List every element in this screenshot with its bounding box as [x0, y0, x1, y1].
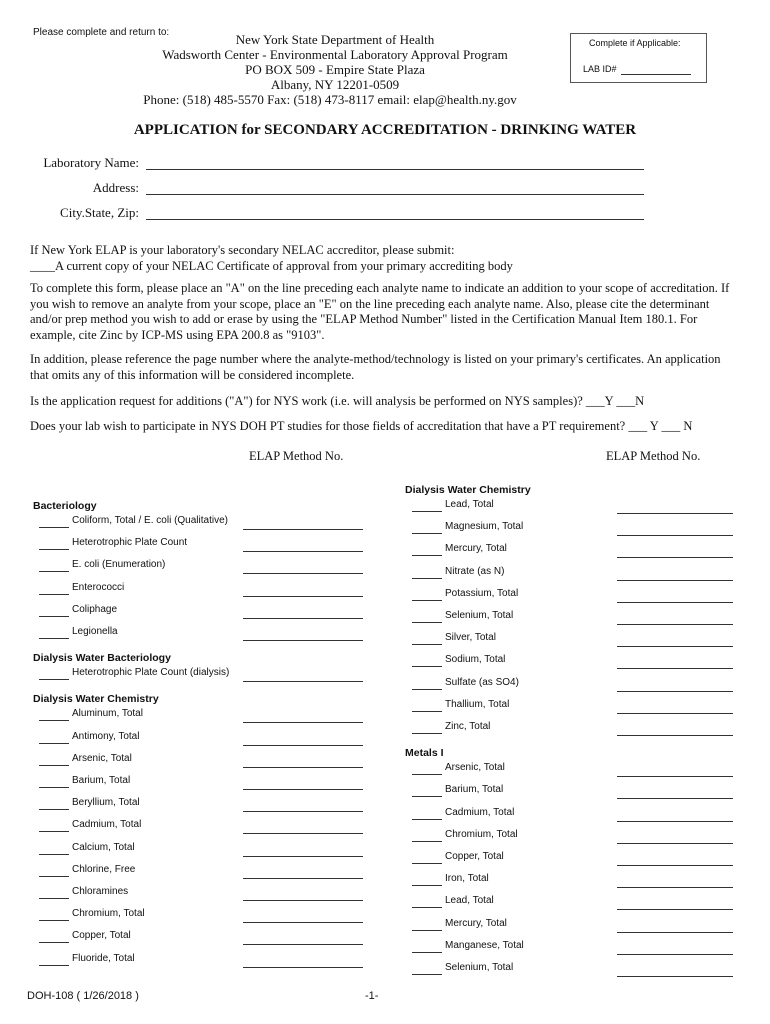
- analyte-name: Chromium, Total: [72, 908, 145, 920]
- add-erase-blank[interactable]: [39, 876, 69, 877]
- header-line-2: Wadsworth Center - Environmental Laboratory Approval Program: [162, 47, 508, 62]
- elap-method-number-field[interactable]: [243, 618, 363, 619]
- city-state-zip-field[interactable]: [146, 219, 644, 220]
- analyte-name: Sodium, Total: [445, 654, 506, 666]
- elap-method-number-field[interactable]: [617, 887, 733, 888]
- section-heading: Dialysis Water Chemistry: [33, 693, 159, 706]
- add-erase-blank[interactable]: [39, 616, 69, 617]
- section-heading: Metals I: [405, 747, 444, 760]
- elap-method-number-field[interactable]: [243, 967, 363, 968]
- elap-method-number-field[interactable]: [243, 767, 363, 768]
- add-erase-blank[interactable]: [412, 711, 442, 712]
- add-erase-blank[interactable]: [39, 787, 69, 788]
- header-line-4: Albany, NY 12201-0509: [270, 77, 400, 92]
- lab-id-label: LAB ID#: [583, 64, 617, 74]
- elap-method-number-field[interactable]: [243, 745, 363, 746]
- elap-method-number-field[interactable]: [617, 668, 733, 669]
- add-erase-blank[interactable]: [39, 965, 69, 966]
- add-erase-blank[interactable]: [39, 679, 69, 680]
- analyte-name: Selenium, Total: [445, 610, 514, 621]
- return-note: Please complete and return to:: [33, 27, 170, 38]
- elap-method-number-field[interactable]: [617, 821, 733, 822]
- analyte-name: Cadmium, Total: [72, 819, 142, 831]
- add-erase-blank[interactable]: [39, 920, 69, 921]
- analyte-name: Cadmium, Total: [445, 806, 515, 818]
- analyte-name: Potassium, Total: [445, 587, 519, 599]
- address-label: Address:: [92, 180, 139, 195]
- section-heading: Dialysis Water Chemistry: [405, 484, 531, 496]
- elap-method-number-field[interactable]: [243, 596, 363, 597]
- analyte-name: Selenium, Total: [445, 962, 514, 973]
- add-erase-blank[interactable]: [39, 831, 69, 832]
- nelac-instruction: If New York ELAP is your laboratory's secondary NELAC accreditor, please submit:: [30, 243, 455, 257]
- analyte-name: Manganese, Total: [445, 939, 524, 951]
- analyte-name: Barium, Total: [72, 775, 131, 786]
- add-erase-blank[interactable]: [39, 549, 69, 550]
- add-erase-blank[interactable]: [412, 863, 442, 864]
- add-erase-blank[interactable]: [412, 511, 442, 512]
- add-erase-blank[interactable]: [412, 974, 442, 975]
- analyte-name: Sulfate (as SO4): [445, 676, 519, 688]
- nys-work-question: Is the application request for additions ("A") for NYS work (i.e. will analysis be performed on NYS samples)? ___Y ___N: [30, 394, 645, 408]
- elap-method-number-field[interactable]: [243, 922, 363, 923]
- add-erase-blank[interactable]: [412, 644, 442, 645]
- add-erase-blank[interactable]: [39, 527, 69, 528]
- analyte-name: Magnesium, Total: [445, 521, 524, 533]
- elap-method-number-field[interactable]: [617, 602, 733, 603]
- add-erase-blank[interactable]: [412, 907, 442, 908]
- analyte-name: Thallium, Total: [445, 698, 510, 710]
- elap-method-number-field[interactable]: [617, 535, 733, 536]
- add-erase-blank[interactable]: [412, 930, 442, 931]
- elap-method-number-field[interactable]: [243, 900, 363, 901]
- add-erase-blank[interactable]: [39, 720, 69, 721]
- add-erase-blank[interactable]: [412, 689, 442, 690]
- elap-method-number-field[interactable]: [617, 624, 733, 625]
- header-line-3: PO BOX 509 - Empire State Plaza: [245, 62, 425, 77]
- analyte-name: Heterotrophic Plate Count: [72, 537, 188, 549]
- analyte-name: Copper, Total: [445, 851, 504, 862]
- analyte-name: Zinc, Total: [445, 721, 491, 732]
- add-erase-blank[interactable]: [412, 622, 442, 623]
- elap-method-number-field[interactable]: [617, 843, 733, 844]
- add-erase-blank[interactable]: [412, 952, 442, 953]
- elap-method-number-field[interactable]: [243, 833, 363, 834]
- add-erase-blank[interactable]: [412, 733, 442, 734]
- lab-name-label: Laboratory Name:: [43, 155, 139, 170]
- pt-studies-question: Does your lab wish to participate in NYS DOH PT studies for those fields of accreditation that have a PT requirement? ___ Y ___ N: [30, 419, 693, 433]
- elap-method-header-right: ELAP Method No.: [606, 449, 701, 463]
- add-erase-blank[interactable]: [39, 594, 69, 595]
- analyte-name: Barium, Total: [445, 784, 504, 796]
- add-erase-blank[interactable]: [412, 796, 442, 797]
- elap-method-number-field[interactable]: [617, 557, 733, 558]
- analyte-name: Enterococci: [72, 581, 125, 593]
- elap-method-number-field[interactable]: [617, 932, 733, 933]
- instructions-paragraph: To complete this form, please place an "A" on the line preceding each analyte name to indicate an addition to your scope of accreditation. If you wish to remove an analyte from your scope, place an "E" on the line preceding each analyte name. Also, please cite the determinant and/or prep method you wish to add or erase by using the "ELAP Method Number" listed in the Certification Manual Item 180.1. For example, cite Zinc by ICP-MS using EPA 200.8 as "9103".: [30, 281, 730, 342]
- add-erase-blank[interactable]: [39, 638, 69, 639]
- applicable-box: [570, 33, 707, 83]
- analyte-name: Silver, Total: [445, 632, 496, 644]
- form-title: APPLICATION for SECONDARY ACCREDITATION - DRINKING WATER: [133, 122, 637, 138]
- elap-method-header-left: ELAP Method No.: [249, 449, 344, 463]
- analyte-name: Iron, Total: [445, 873, 489, 885]
- analyte-name: Nitrate (as N): [445, 565, 505, 577]
- add-erase-blank[interactable]: [39, 743, 69, 744]
- add-erase-blank[interactable]: [39, 765, 69, 766]
- elap-method-number-field[interactable]: [617, 513, 733, 514]
- add-erase-blank[interactable]: [39, 854, 69, 855]
- elap-method-number-field[interactable]: [243, 944, 363, 945]
- nelac-certificate-line: ____A current copy of your NELAC Certificate of approval from your primary accrediting body: [30, 259, 513, 273]
- analyte-name: Mercury, Total: [445, 917, 507, 929]
- elap-method-number-field[interactable]: [243, 856, 363, 857]
- analyte-name: Heterotrophic Plate Count (dialysis): [72, 667, 230, 679]
- add-erase-blank[interactable]: [412, 819, 442, 820]
- header-line-1: New York State Department of Health: [235, 32, 435, 47]
- analyte-name: Coliphage: [72, 603, 118, 615]
- analyte-name: Lead, Total: [445, 499, 494, 510]
- city-state-zip-label: City.State, Zip:: [60, 205, 139, 220]
- applicable-box-title: Complete if Applicable:: [589, 38, 681, 48]
- add-erase-blank[interactable]: [412, 533, 442, 534]
- add-erase-blank[interactable]: [412, 666, 442, 667]
- analyte-name: Chloramines: [72, 886, 129, 897]
- add-erase-blank[interactable]: [39, 809, 69, 810]
- analyte-name: Lead, Total: [445, 895, 494, 907]
- elap-method-number-field[interactable]: [617, 976, 733, 977]
- elap-method-number-field[interactable]: [243, 789, 363, 790]
- analyte-name: Copper, Total: [72, 930, 131, 942]
- elap-method-number-field[interactable]: [617, 580, 733, 581]
- elap-method-number-field[interactable]: [617, 776, 733, 777]
- analyte-name: Aluminum, Total: [72, 708, 143, 720]
- add-erase-blank[interactable]: [412, 885, 442, 886]
- elap-method-number-field[interactable]: [617, 713, 733, 714]
- elap-method-number-field[interactable]: [243, 878, 363, 879]
- analyte-name: Arsenic, Total: [445, 762, 505, 774]
- elap-method-number-field[interactable]: [243, 681, 363, 682]
- elap-method-number-field[interactable]: [617, 909, 733, 910]
- elap-method-number-field[interactable]: [617, 646, 733, 647]
- header-line-5: Phone: (518) 485-5570 Fax: (518) 473-8117 email: elap@health.ny.gov: [143, 92, 517, 107]
- lab-id-field[interactable]: [621, 74, 691, 75]
- add-erase-blank[interactable]: [412, 578, 442, 579]
- analyte-name: Chromium, Total: [445, 828, 518, 840]
- analyte-name: Calcium, Total: [72, 841, 135, 853]
- analyte-name: E. coli (Enumeration): [72, 559, 166, 571]
- elap-method-number-field[interactable]: [243, 529, 363, 530]
- analyte-name: Legionella: [72, 626, 118, 637]
- add-erase-blank[interactable]: [39, 898, 69, 899]
- add-erase-blank[interactable]: [39, 942, 69, 943]
- elap-method-number-field[interactable]: [243, 722, 363, 723]
- elap-method-number-field[interactable]: [243, 551, 363, 552]
- page-number: -1-: [365, 990, 379, 1002]
- elap-method-number-field[interactable]: [243, 640, 363, 641]
- address-field[interactable]: [146, 194, 644, 195]
- elap-method-number-field[interactable]: [617, 735, 733, 736]
- lab-name-field[interactable]: [146, 169, 644, 170]
- add-erase-blank[interactable]: [412, 600, 442, 601]
- elap-method-number-field[interactable]: [617, 691, 733, 692]
- analyte-name: Arsenic, Total: [72, 752, 132, 764]
- elap-method-number-field[interactable]: [243, 811, 363, 812]
- section-heading: Bacteriology: [33, 500, 97, 512]
- form-id: DOH-108 ( 1/26/2018 ): [27, 990, 139, 1002]
- analyte-name: Antimony, Total: [72, 730, 140, 742]
- add-erase-blank[interactable]: [412, 841, 442, 842]
- add-erase-blank[interactable]: [412, 774, 442, 775]
- analyte-name: Mercury, Total: [445, 543, 507, 555]
- section-heading: Dialysis Water Bacteriology: [33, 652, 171, 665]
- elap-method-number-field[interactable]: [617, 798, 733, 799]
- add-erase-blank[interactable]: [412, 555, 442, 556]
- analyte-name: Chlorine, Free: [72, 863, 136, 875]
- elap-method-number-field[interactable]: [617, 954, 733, 955]
- elap-method-number-field[interactable]: [617, 865, 733, 866]
- analyte-name: Fluoride, Total: [72, 952, 135, 964]
- page-reference-paragraph: In addition, please reference the page number where the analyte-method/technology is listed on your primary's certificates. An application that omits any of this information will be considered incomplete.: [30, 352, 721, 382]
- analyte-name: Coliform, Total / E. coli (Qualitative): [72, 515, 228, 526]
- elap-method-number-field[interactable]: [243, 573, 363, 574]
- analyte-name: Beryllium, Total: [72, 797, 140, 809]
- add-erase-blank[interactable]: [39, 571, 69, 572]
